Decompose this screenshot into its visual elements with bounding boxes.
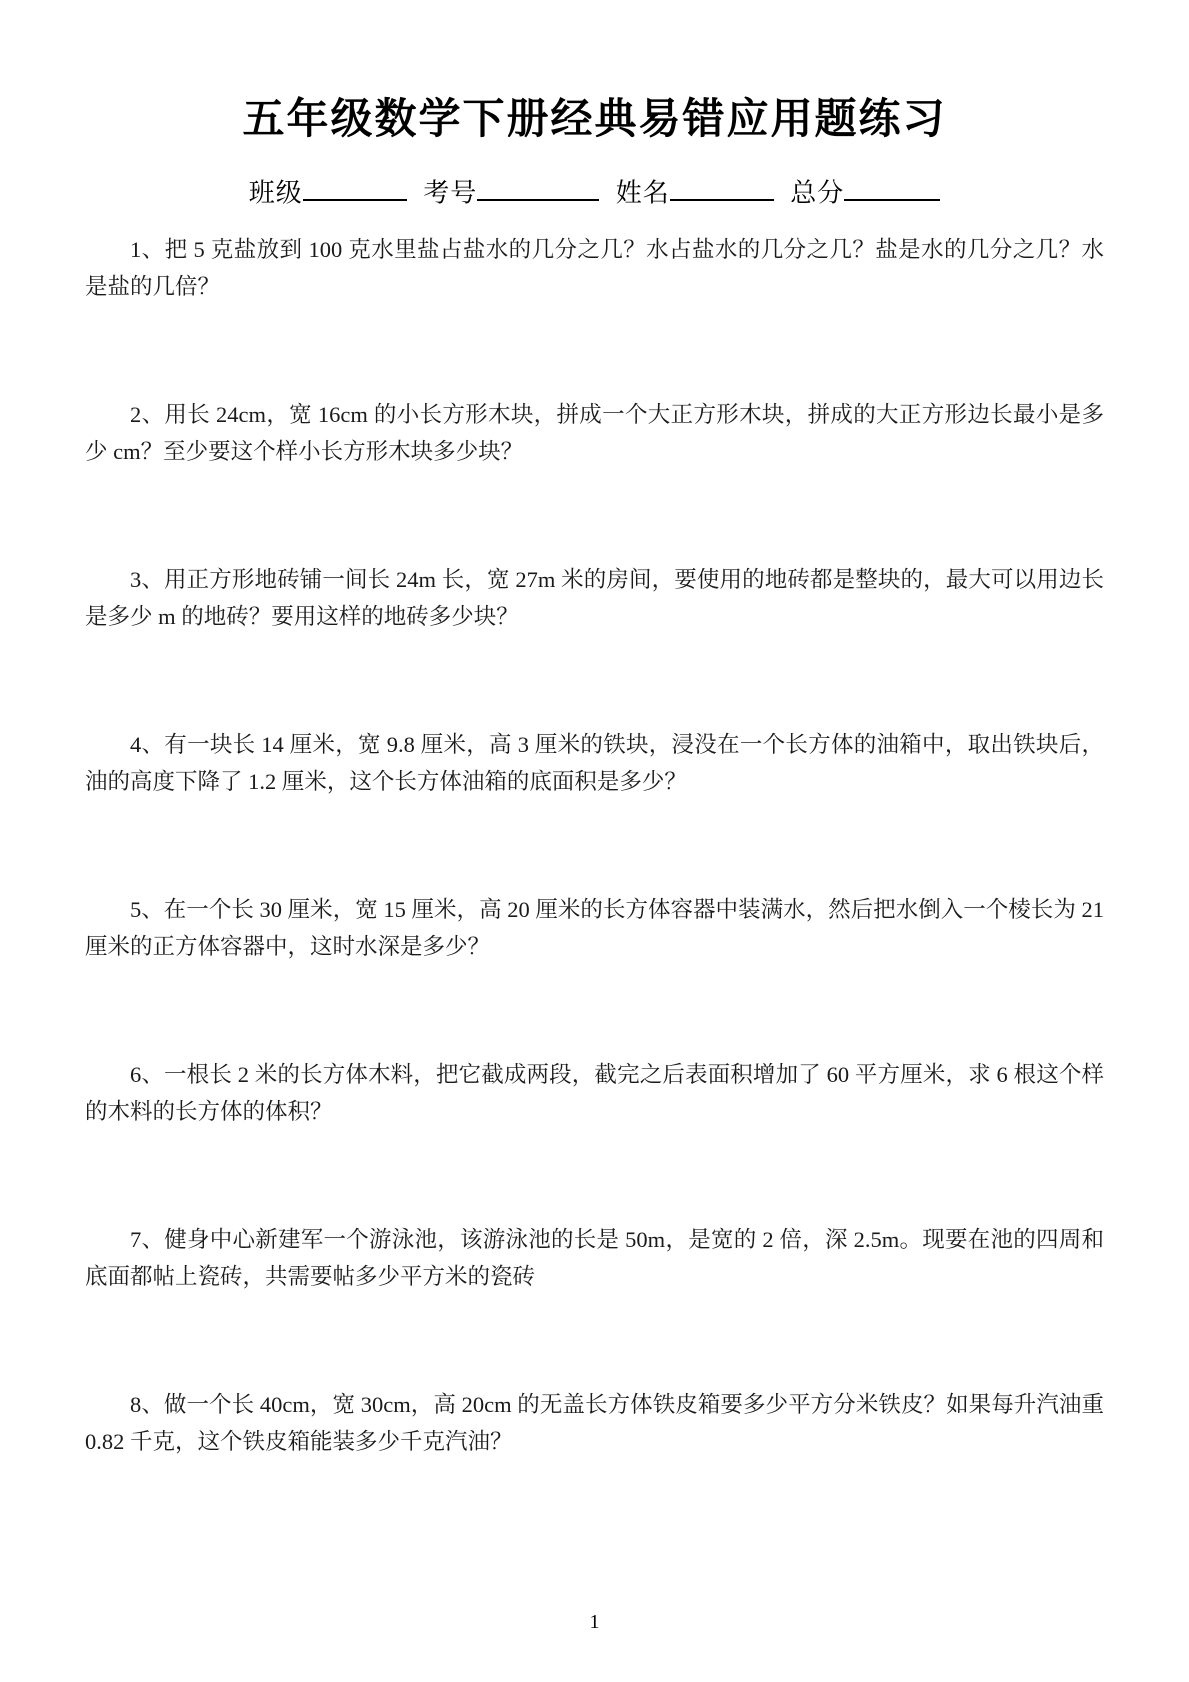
question-3-text: 3、用正方形地砖铺一间长 24m 长，宽 27m 米的房间，要使用的地砖都是整块的，最大可以用边长是多少 m 的地砖？要用这样的地砖多少块？ (85, 567, 1104, 630)
question-7-text: 7、健身中心新建军一个游泳池，该游泳池的长是 50m，是宽的 2 倍，深 2.5m。现要在池的四周和底面都帖上瓷砖，共需要帖多少平方米的瓷砖 (85, 1227, 1104, 1290)
question-4 (85, 726, 1104, 891)
field-total-score-blank (844, 172, 940, 201)
page-title: 五年级数学下册经典易错应用题练习 (242, 95, 947, 142)
question-2 (85, 396, 1104, 561)
question-8 (85, 1386, 1104, 1551)
field-exam-number-label: 考号 (423, 178, 478, 208)
question-4-answer-space (85, 800, 1104, 891)
field-class-blank (303, 172, 407, 201)
question-2-text: 2、用长 24cm，宽 16cm 的小长方形木块，拼成一个大正方形木块，拼成的大正方形边长最小是多少 cm？至少要这个样小长方形木块多少块？ (85, 402, 1104, 465)
page-number: 1 (589, 1611, 600, 1633)
field-name-label: 姓名 (615, 178, 670, 208)
field-name (616, 172, 774, 209)
field-total-score-label: 总分 (790, 178, 845, 208)
field-name-blank (670, 172, 774, 201)
question-1-text: 1、把 5 克盐放到 100 克水里盐占盐水的几分之几？水占盐水的几分之几？盐是水的几分之几？水是盐的几倍？ (85, 237, 1104, 300)
question-7-answer-space (85, 1295, 1104, 1386)
field-class-label: 班级 (248, 178, 303, 208)
question-7 (85, 1221, 1104, 1386)
question-1 (85, 231, 1104, 396)
question-5-text: 5、在一个长 30 厘米，宽 15 厘米，高 20 厘米的长方体容器中装满水，然后把水倒入一个棱长为 21 厘米的正方体容器中，这时水深是多少？ (85, 897, 1104, 960)
question-1-answer-space (85, 305, 1104, 396)
question-6-text: 6、一根长 2 米的长方体木料，把它截成两段，截完之后表面积增加了 60 平方厘米，求 6 根这个样的木料的长方体的体积？ (85, 1062, 1104, 1125)
question-5 (85, 891, 1104, 1056)
question-2-answer-space (85, 470, 1104, 561)
question-6 (85, 1056, 1104, 1221)
question-4-text: 4、有一块长 14 厘米，宽 9.8 厘米，高 3 厘米的铁块，浸没在一个长方体的油箱中，取出铁块后，油的高度下降了 1.2 厘米，这个长方体油箱的底面积是多少？ (85, 732, 1104, 795)
student-info-row (85, 172, 1104, 209)
question-6-answer-space (85, 1130, 1104, 1221)
question-3-answer-space (85, 635, 1104, 726)
field-exam-number (423, 172, 599, 209)
field-total-score (790, 172, 940, 209)
field-exam-number-blank (477, 172, 599, 201)
question-8-answer-space (85, 1460, 1104, 1551)
field-class (249, 172, 407, 209)
question-8-text: 8、做一个长 40cm，宽 30cm，高 20cm 的无盖长方体铁皮箱要多少平方分米铁皮？如果每升汽油重 0.82 千克，这个铁皮箱能装多少千克汽油？ (85, 1392, 1104, 1455)
question-3 (85, 561, 1104, 726)
question-5-answer-space (85, 965, 1104, 1056)
